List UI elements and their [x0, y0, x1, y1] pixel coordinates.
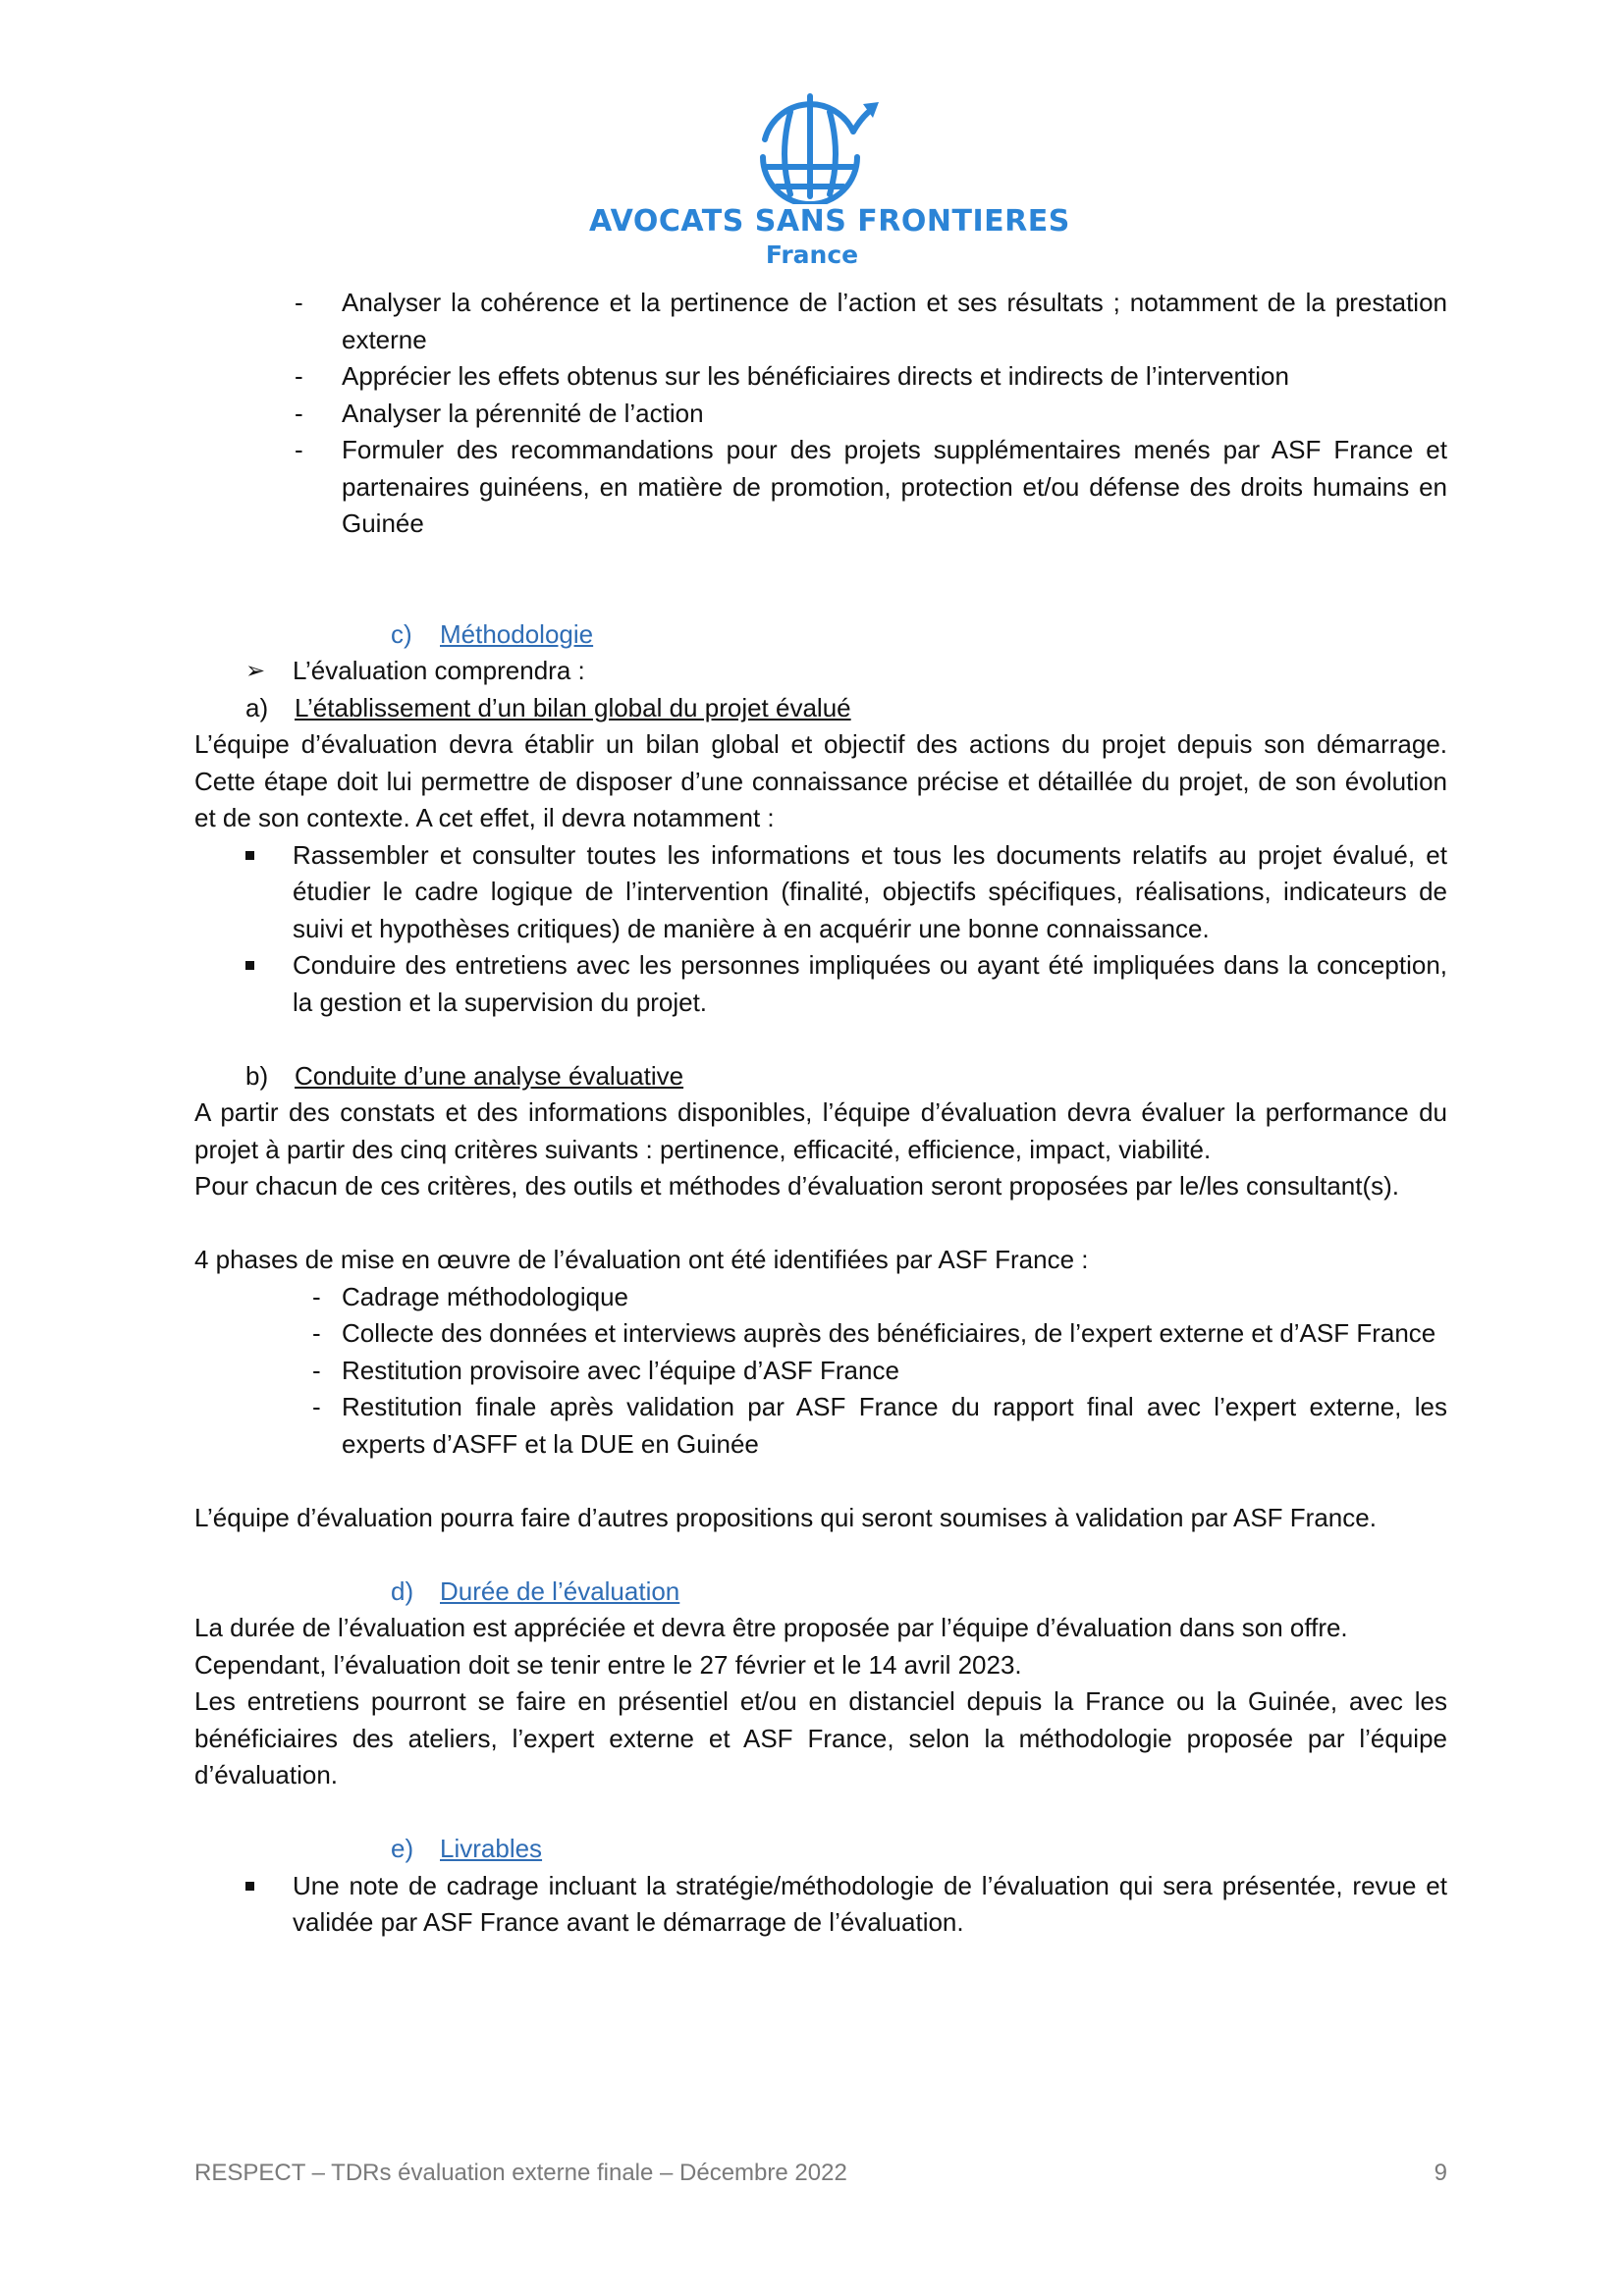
evaluation-intro: ➢ L’évaluation comprendra :: [194, 653, 1447, 690]
list-item: - Restitution provisoire avec l’équipe d’ASF France: [312, 1355, 899, 1385]
list-item: Conduire des entretiens avec les personnes impliquées ou ayant été impliquées dans la conception, la gestion et la supervision du projet.: [194, 947, 1447, 1021]
list-item: Rassembler et consulter toutes les informations et tous les documents relatifs au projet évalué, et étudier le cadre logique de l’intervention (finalité, objectifs spécifiques, réalisations, indicateurs de suivi et hypothèses critiques) de manière à en acquérir une bonne connaissance.: [194, 837, 1447, 948]
phases-list: [194, 1279, 1447, 1464]
subsection-title-a: a) L’établissement d’un bilan global du projet évalué: [245, 692, 851, 722]
livrables-bullets: [194, 1868, 1447, 1942]
list-item: - Cadrage méthodologique: [312, 1281, 628, 1311]
paragraph: L’équipe d’évaluation pourra faire d’autres propositions qui seront soumises à validation par ASF France.: [194, 1502, 1377, 1532]
logo-name: AVOCATS SANS FRONTIERES: [589, 204, 1070, 239]
section-title-duree: d) Durée de l’évaluation: [391, 1575, 680, 1606]
paragraph: 4 phases de mise en œuvre de l’évaluation ont été identifiées par ASF France :: [194, 1245, 1089, 1274]
square-bullet-icon: [245, 961, 254, 970]
list-item: - Apprécier les effets obtenus sur les bénéficiaires directs et indirects de l’intervention: [295, 361, 1289, 391]
square-bullet-icon: [245, 851, 254, 860]
list-item: - Analyser la pérennité de l’action: [295, 398, 704, 428]
paragraph: La durée de l’évaluation est appréciée et devra être proposée par l’équipe d’évaluation dans son offre.: [194, 1613, 1348, 1642]
globe-arrow-icon: [743, 88, 881, 204]
list-item: - Analyser la cohérence et la pertinence de l’action et ses résultats ; notamment de la prestation externe: [295, 288, 1447, 354]
logo: [589, 88, 1070, 285]
square-bullet-icon: [245, 1882, 254, 1891]
list-item: - Collecte des données et interviews auprès des bénéficiaires, de l’expert externe et d’ASF France: [312, 1318, 1436, 1348]
paragraph: Pour chacun de ces critères, des outils et méthodes d’évaluation seront proposées par le/les consultant(s).: [194, 1171, 1400, 1201]
bilan-bullets: [194, 837, 1447, 1022]
document-body: [194, 285, 1447, 1942]
logo-country: France: [765, 240, 859, 269]
subsection-title-b: b) Conduite d’une analyse évaluative: [245, 1060, 684, 1091]
objectives-list: [194, 285, 1447, 543]
list-item: - Formuler des recommandations pour des projets supplémentaires menés par ASF France et partenaires guinéens, en matière de promotion, protection et/ou défense des droits humains en Guinée: [295, 435, 1447, 538]
paragraph: A partir des constats et des informations disponibles, l’équipe d’évaluation devra évaluer la performance du projet à partir des cinq critères suivants : pertinence, efficacité, efficience, impact, viabilité.: [194, 1097, 1447, 1164]
paragraph: Les entretiens pourront se faire en présentiel et/ou en distanciel depuis la France ou la Guinée, avec les bénéficiaires des ateliers, l’expert externe et ASF France, selon la méthodologie proposée par l’équipe d’évaluation.: [194, 1686, 1447, 1789]
paragraph: Cependant, l’évaluation doit se tenir entre le 27 février et le 14 avril 2023.: [194, 1649, 1022, 1680]
list-item: - Restitution finale après validation par ASF France du rapport final avec l’expert externe, les experts d’ASFF et la DUE en Guinée: [312, 1392, 1447, 1459]
page-number: 9: [1434, 2160, 1447, 2186]
section-title-livrables: e) Livrables: [391, 1834, 543, 1863]
section-title-methodologie: c) Méthodologie: [391, 618, 594, 649]
footer-title: RESPECT – TDRs évaluation externe finale – Décembre 2022: [194, 2160, 847, 2186]
arrow-bullet-icon: ➢: [245, 658, 266, 684]
list-item: Une note de cadrage incluant la stratégie/méthodologie de l’évaluation qui sera présentée, revue et validée par ASF France avant le démarrage de l’évaluation.: [194, 1868, 1447, 1942]
paragraph: L’équipe d’évaluation devra établir un bilan global et objectif des actions du projet depuis son démarrage. Cette étape doit lui permettre de disposer d’une connaissance précise et détaillée du projet, de son évolution et de son contexte. A cet effet, il devra notamment :: [194, 729, 1447, 832]
